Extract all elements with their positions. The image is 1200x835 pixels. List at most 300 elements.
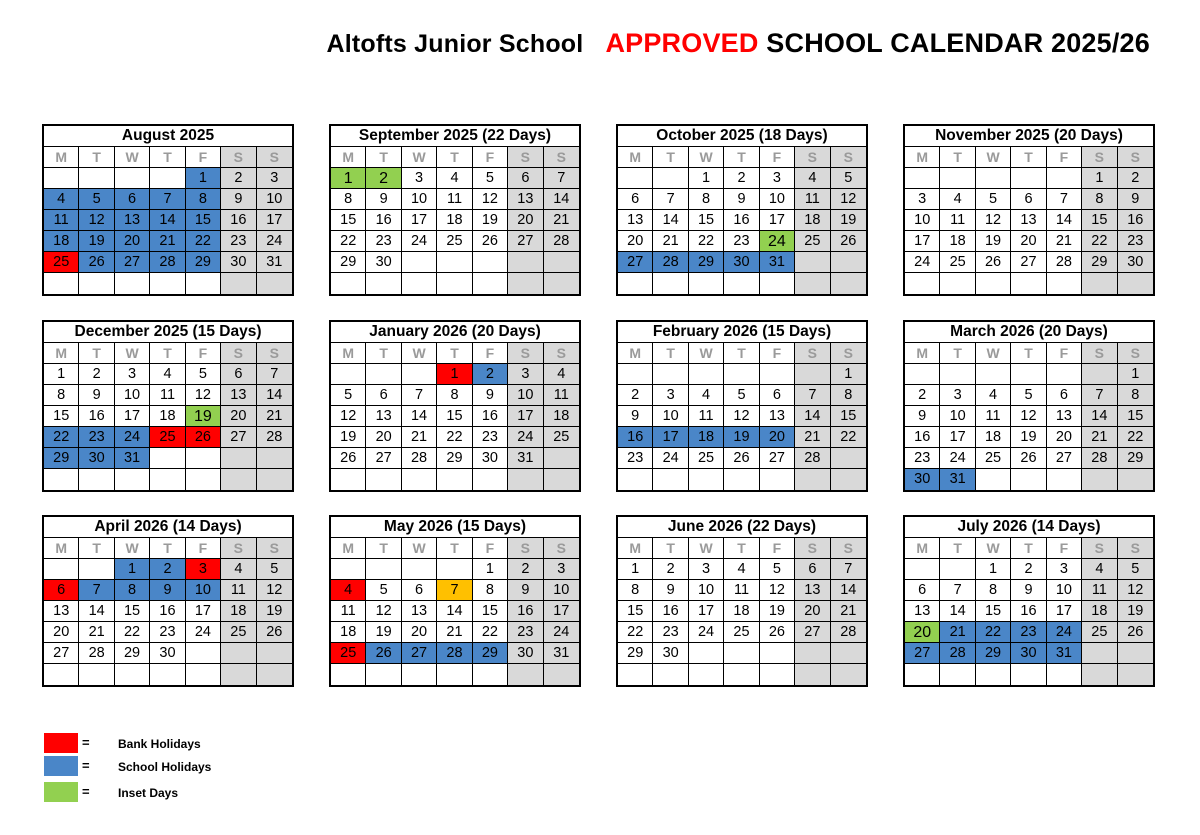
day-cell: 30 <box>79 448 114 469</box>
day-cell: 5 <box>976 189 1011 210</box>
day-cell: 1 <box>689 168 724 189</box>
weekday-header: S <box>795 147 830 168</box>
day-cell: 8 <box>473 580 508 601</box>
day-cell: 25 <box>795 231 830 252</box>
day-cell: 11 <box>544 385 579 406</box>
day-cell: 9 <box>366 189 401 210</box>
day-cell: 28 <box>402 448 437 469</box>
weekday-header: W <box>115 538 150 559</box>
empty-cell <box>221 273 256 294</box>
day-cell: 18 <box>150 406 185 427</box>
empty-cell <box>221 664 256 685</box>
day-cell: 19 <box>79 231 114 252</box>
empty-cell <box>724 364 759 385</box>
weekday-header: S <box>1118 538 1153 559</box>
day-cell: 18 <box>44 231 79 252</box>
empty-cell <box>831 469 866 490</box>
empty-cell <box>257 469 292 490</box>
day-cell: 6 <box>221 364 256 385</box>
empty-cell <box>79 273 114 294</box>
day-cell: 7 <box>402 385 437 406</box>
day-cell: 1 <box>618 559 653 580</box>
day-cell: 1 <box>1118 364 1153 385</box>
empty-cell <box>1011 168 1046 189</box>
day-cell: 22 <box>831 427 866 448</box>
weekday-header: T <box>150 147 185 168</box>
day-cell: 24 <box>689 622 724 643</box>
weekday-header: M <box>905 538 940 559</box>
weekday-header: S <box>508 343 543 364</box>
day-cell: 12 <box>1118 580 1153 601</box>
day-cell: 15 <box>976 601 1011 622</box>
weekday-header: M <box>618 343 653 364</box>
day-cell: 18 <box>976 427 1011 448</box>
day-cell: 20 <box>760 427 795 448</box>
day-cell: 30 <box>724 252 759 273</box>
empty-cell <box>508 469 543 490</box>
day-cell: 30 <box>366 252 401 273</box>
empty-cell <box>795 664 830 685</box>
weekday-header: M <box>44 147 79 168</box>
empty-cell <box>760 643 795 664</box>
day-cell: 23 <box>221 231 256 252</box>
day-cell: 17 <box>940 427 975 448</box>
day-cell: 3 <box>760 168 795 189</box>
day-cell: 22 <box>1082 231 1117 252</box>
day-cell: 3 <box>653 385 688 406</box>
empty-cell <box>437 252 472 273</box>
day-cell: 22 <box>976 622 1011 643</box>
weekday-header: F <box>473 343 508 364</box>
day-cell: 8 <box>831 385 866 406</box>
day-cell: 11 <box>44 210 79 231</box>
weekday-header: M <box>905 147 940 168</box>
day-cell: 19 <box>760 601 795 622</box>
day-cell: 23 <box>366 231 401 252</box>
day-cell: 10 <box>760 189 795 210</box>
empty-cell <box>795 469 830 490</box>
day-cell: 24 <box>257 231 292 252</box>
day-cell: 9 <box>150 580 185 601</box>
empty-cell <box>366 469 401 490</box>
day-cell: 21 <box>1082 427 1117 448</box>
weekday-header: T <box>437 538 472 559</box>
day-cell: 24 <box>544 622 579 643</box>
day-cell: 23 <box>653 622 688 643</box>
empty-cell <box>544 273 579 294</box>
day-cell: 17 <box>1047 601 1082 622</box>
day-cell: 3 <box>544 559 579 580</box>
day-cell: 22 <box>618 622 653 643</box>
day-cell: 19 <box>186 406 221 427</box>
empty-cell <box>1047 664 1082 685</box>
day-cell: 8 <box>976 580 1011 601</box>
empty-cell <box>689 364 724 385</box>
day-cell: 17 <box>402 210 437 231</box>
empty-cell <box>44 273 79 294</box>
weekday-header: F <box>760 538 795 559</box>
day-cell: 20 <box>221 406 256 427</box>
day-cell: 16 <box>366 210 401 231</box>
empty-cell <box>618 273 653 294</box>
empty-cell <box>653 364 688 385</box>
day-cell: 14 <box>402 406 437 427</box>
day-cell: 6 <box>795 559 830 580</box>
day-cell: 2 <box>366 168 401 189</box>
weekday-header: T <box>79 147 114 168</box>
day-cell: 24 <box>653 448 688 469</box>
weekday-header: T <box>940 147 975 168</box>
weekday-header: F <box>1047 343 1082 364</box>
weekday-header: F <box>760 343 795 364</box>
day-cell: 3 <box>186 559 221 580</box>
weekday-header: W <box>976 343 1011 364</box>
empty-cell <box>44 469 79 490</box>
day-cell: 4 <box>976 385 1011 406</box>
day-cell: 3 <box>402 168 437 189</box>
day-cell: 9 <box>1118 189 1153 210</box>
day-cell: 10 <box>544 580 579 601</box>
day-cell: 6 <box>508 168 543 189</box>
day-cell: 22 <box>186 231 221 252</box>
empty-cell <box>689 469 724 490</box>
legend-item <box>44 782 344 802</box>
day-cell: 5 <box>760 559 795 580</box>
day-cell: 25 <box>437 231 472 252</box>
month-title: May 2026 (15 Days) <box>331 517 579 538</box>
weekday-header: T <box>1011 147 1046 168</box>
legend-label: Inset Days <box>118 786 179 800</box>
empty-cell <box>186 664 221 685</box>
weekday-header: S <box>544 538 579 559</box>
weekday-header: W <box>689 343 724 364</box>
day-cell: 21 <box>831 601 866 622</box>
day-cell: 16 <box>618 427 653 448</box>
day-cell: 12 <box>257 580 292 601</box>
empty-cell <box>508 252 543 273</box>
empty-cell <box>186 469 221 490</box>
empty-cell <box>402 559 437 580</box>
day-cell: 16 <box>473 406 508 427</box>
day-cell: 23 <box>473 427 508 448</box>
legend-item <box>44 756 344 776</box>
day-cell: 11 <box>940 210 975 231</box>
empty-cell <box>186 643 221 664</box>
day-cell: 6 <box>618 189 653 210</box>
weekday-header: S <box>257 538 292 559</box>
empty-cell <box>115 273 150 294</box>
day-cell: 22 <box>473 622 508 643</box>
empty-cell <box>795 643 830 664</box>
day-cell: 25 <box>724 622 759 643</box>
weekday-header: W <box>115 343 150 364</box>
empty-cell <box>402 252 437 273</box>
weekday-header: T <box>1011 343 1046 364</box>
empty-cell <box>257 643 292 664</box>
day-cell: 15 <box>331 210 366 231</box>
day-cell: 1 <box>831 364 866 385</box>
day-cell: 18 <box>331 622 366 643</box>
day-cell: 9 <box>618 406 653 427</box>
weekday-header: T <box>724 147 759 168</box>
day-cell: 17 <box>653 427 688 448</box>
weekday-header: T <box>150 343 185 364</box>
empty-cell <box>795 273 830 294</box>
weekday-header: S <box>1082 343 1117 364</box>
day-cell: 15 <box>44 406 79 427</box>
empty-cell <box>186 273 221 294</box>
day-cell: 10 <box>1047 580 1082 601</box>
day-cell: 13 <box>115 210 150 231</box>
weekday-header: S <box>221 343 256 364</box>
day-cell: 20 <box>508 210 543 231</box>
day-cell: 16 <box>653 601 688 622</box>
weekday-header: M <box>44 538 79 559</box>
month-calendar <box>903 515 1155 687</box>
day-cell: 3 <box>689 559 724 580</box>
day-cell: 19 <box>831 210 866 231</box>
weekday-header: S <box>795 538 830 559</box>
day-cell: 12 <box>473 189 508 210</box>
day-cell: 23 <box>508 622 543 643</box>
empty-cell <box>831 448 866 469</box>
empty-cell <box>1118 643 1153 664</box>
empty-cell <box>44 168 79 189</box>
day-cell: 12 <box>79 210 114 231</box>
day-cell: 16 <box>221 210 256 231</box>
day-cell: 28 <box>257 427 292 448</box>
day-cell: 4 <box>544 364 579 385</box>
day-cell: 1 <box>1082 168 1117 189</box>
day-cell: 28 <box>544 231 579 252</box>
empty-cell <box>150 168 185 189</box>
empty-cell <box>331 273 366 294</box>
day-cell: 24 <box>508 427 543 448</box>
day-cell: 29 <box>437 448 472 469</box>
day-cell: 5 <box>257 559 292 580</box>
day-cell: 25 <box>331 643 366 664</box>
empty-cell <box>44 664 79 685</box>
day-cell: 11 <box>1082 580 1117 601</box>
day-cell: 17 <box>257 210 292 231</box>
month-calendar <box>329 124 581 296</box>
day-cell: 27 <box>1047 448 1082 469</box>
weekday-header: F <box>473 147 508 168</box>
day-cell: 29 <box>331 252 366 273</box>
day-cell: 21 <box>1047 231 1082 252</box>
day-cell: 25 <box>544 427 579 448</box>
day-cell: 27 <box>44 643 79 664</box>
day-cell: 3 <box>905 189 940 210</box>
day-cell: 7 <box>437 580 472 601</box>
empty-cell <box>1047 364 1082 385</box>
empty-cell <box>905 664 940 685</box>
day-cell: 14 <box>79 601 114 622</box>
empty-cell <box>508 273 543 294</box>
weekday-header: W <box>115 147 150 168</box>
day-cell: 16 <box>79 406 114 427</box>
empty-cell <box>402 469 437 490</box>
empty-cell <box>724 664 759 685</box>
weekday-header: T <box>653 343 688 364</box>
day-cell: 24 <box>760 231 795 252</box>
day-cell: 21 <box>940 622 975 643</box>
day-cell: 21 <box>402 427 437 448</box>
day-cell: 3 <box>1047 559 1082 580</box>
day-cell: 28 <box>437 643 472 664</box>
day-cell: 19 <box>366 622 401 643</box>
day-cell: 5 <box>1118 559 1153 580</box>
day-cell: 7 <box>1082 385 1117 406</box>
day-cell: 27 <box>1011 252 1046 273</box>
empty-cell <box>44 559 79 580</box>
empty-cell <box>1047 469 1082 490</box>
day-cell: 22 <box>689 231 724 252</box>
day-cell: 26 <box>79 252 114 273</box>
day-cell: 9 <box>79 385 114 406</box>
day-cell: 28 <box>653 252 688 273</box>
empty-cell <box>402 273 437 294</box>
day-cell: 6 <box>402 580 437 601</box>
empty-cell <box>831 643 866 664</box>
day-cell: 15 <box>831 406 866 427</box>
month-title: April 2026 (14 Days) <box>44 517 292 538</box>
empty-cell <box>437 273 472 294</box>
legend-label: School Holidays <box>118 760 212 774</box>
month-title: July 2026 (14 Days) <box>905 517 1153 538</box>
day-cell: 21 <box>653 231 688 252</box>
empty-cell <box>544 448 579 469</box>
weekday-header: S <box>544 343 579 364</box>
weekday-header: T <box>653 147 688 168</box>
day-cell: 22 <box>44 427 79 448</box>
day-cell: 5 <box>724 385 759 406</box>
day-cell: 3 <box>508 364 543 385</box>
day-cell: 12 <box>760 580 795 601</box>
day-cell: 2 <box>508 559 543 580</box>
month-title: September 2025 (22 Days) <box>331 126 579 147</box>
day-cell: 27 <box>366 448 401 469</box>
empty-cell <box>150 448 185 469</box>
day-cell: 15 <box>689 210 724 231</box>
weekday-header: S <box>795 343 830 364</box>
empty-cell <box>331 469 366 490</box>
empty-cell <box>115 664 150 685</box>
empty-cell <box>976 168 1011 189</box>
day-cell: 11 <box>221 580 256 601</box>
empty-cell <box>115 168 150 189</box>
day-cell: 24 <box>186 622 221 643</box>
day-cell: 7 <box>79 580 114 601</box>
day-cell: 14 <box>437 601 472 622</box>
day-cell: 30 <box>221 252 256 273</box>
empty-cell <box>653 469 688 490</box>
day-cell: 2 <box>221 168 256 189</box>
empty-cell <box>940 664 975 685</box>
day-cell: 14 <box>831 580 866 601</box>
day-cell: 18 <box>437 210 472 231</box>
legend-swatch <box>44 733 78 753</box>
day-cell: 8 <box>186 189 221 210</box>
day-cell: 14 <box>1047 210 1082 231</box>
day-cell: 7 <box>940 580 975 601</box>
day-cell: 10 <box>186 580 221 601</box>
day-cell: 5 <box>331 385 366 406</box>
empty-cell <box>366 364 401 385</box>
empty-cell <box>150 273 185 294</box>
day-cell: 29 <box>976 643 1011 664</box>
day-cell: 14 <box>150 210 185 231</box>
day-cell: 25 <box>940 252 975 273</box>
day-cell: 9 <box>653 580 688 601</box>
day-cell: 14 <box>653 210 688 231</box>
day-cell: 2 <box>905 385 940 406</box>
day-cell: 9 <box>508 580 543 601</box>
empty-cell <box>221 643 256 664</box>
day-cell: 4 <box>331 580 366 601</box>
day-cell: 20 <box>1011 231 1046 252</box>
empty-cell <box>653 664 688 685</box>
day-cell: 23 <box>905 448 940 469</box>
day-cell: 4 <box>221 559 256 580</box>
day-cell: 26 <box>976 252 1011 273</box>
day-cell: 11 <box>976 406 1011 427</box>
weekday-header: M <box>331 538 366 559</box>
day-cell: 11 <box>150 385 185 406</box>
day-cell: 6 <box>115 189 150 210</box>
empty-cell <box>940 559 975 580</box>
day-cell: 20 <box>795 601 830 622</box>
day-cell: 24 <box>402 231 437 252</box>
day-cell: 29 <box>115 643 150 664</box>
empty-cell <box>115 469 150 490</box>
empty-cell <box>976 469 1011 490</box>
day-cell: 2 <box>653 559 688 580</box>
day-cell: 4 <box>795 168 830 189</box>
empty-cell <box>79 168 114 189</box>
day-cell: 6 <box>760 385 795 406</box>
empty-cell <box>79 469 114 490</box>
month-title: December 2025 (15 Days) <box>44 322 292 343</box>
weekday-header: S <box>221 147 256 168</box>
day-cell: 29 <box>473 643 508 664</box>
day-cell: 9 <box>473 385 508 406</box>
day-cell: 5 <box>186 364 221 385</box>
empty-cell <box>976 364 1011 385</box>
empty-cell <box>331 664 366 685</box>
day-cell: 17 <box>186 601 221 622</box>
day-cell: 12 <box>366 601 401 622</box>
empty-cell <box>976 273 1011 294</box>
month-calendar <box>903 320 1155 492</box>
day-cell: 1 <box>44 364 79 385</box>
day-cell: 15 <box>618 601 653 622</box>
day-cell: 18 <box>724 601 759 622</box>
day-cell: 18 <box>689 427 724 448</box>
day-cell: 19 <box>473 210 508 231</box>
day-cell: 8 <box>115 580 150 601</box>
day-cell: 30 <box>653 643 688 664</box>
month-title: February 2026 (15 Days) <box>618 322 866 343</box>
day-cell: 29 <box>618 643 653 664</box>
approved-label: APPROVED <box>605 28 759 58</box>
weekday-header: T <box>724 538 759 559</box>
day-cell: 12 <box>976 210 1011 231</box>
day-cell: 18 <box>221 601 256 622</box>
day-cell: 13 <box>221 385 256 406</box>
weekday-header: T <box>79 343 114 364</box>
day-cell: 28 <box>1047 252 1082 273</box>
